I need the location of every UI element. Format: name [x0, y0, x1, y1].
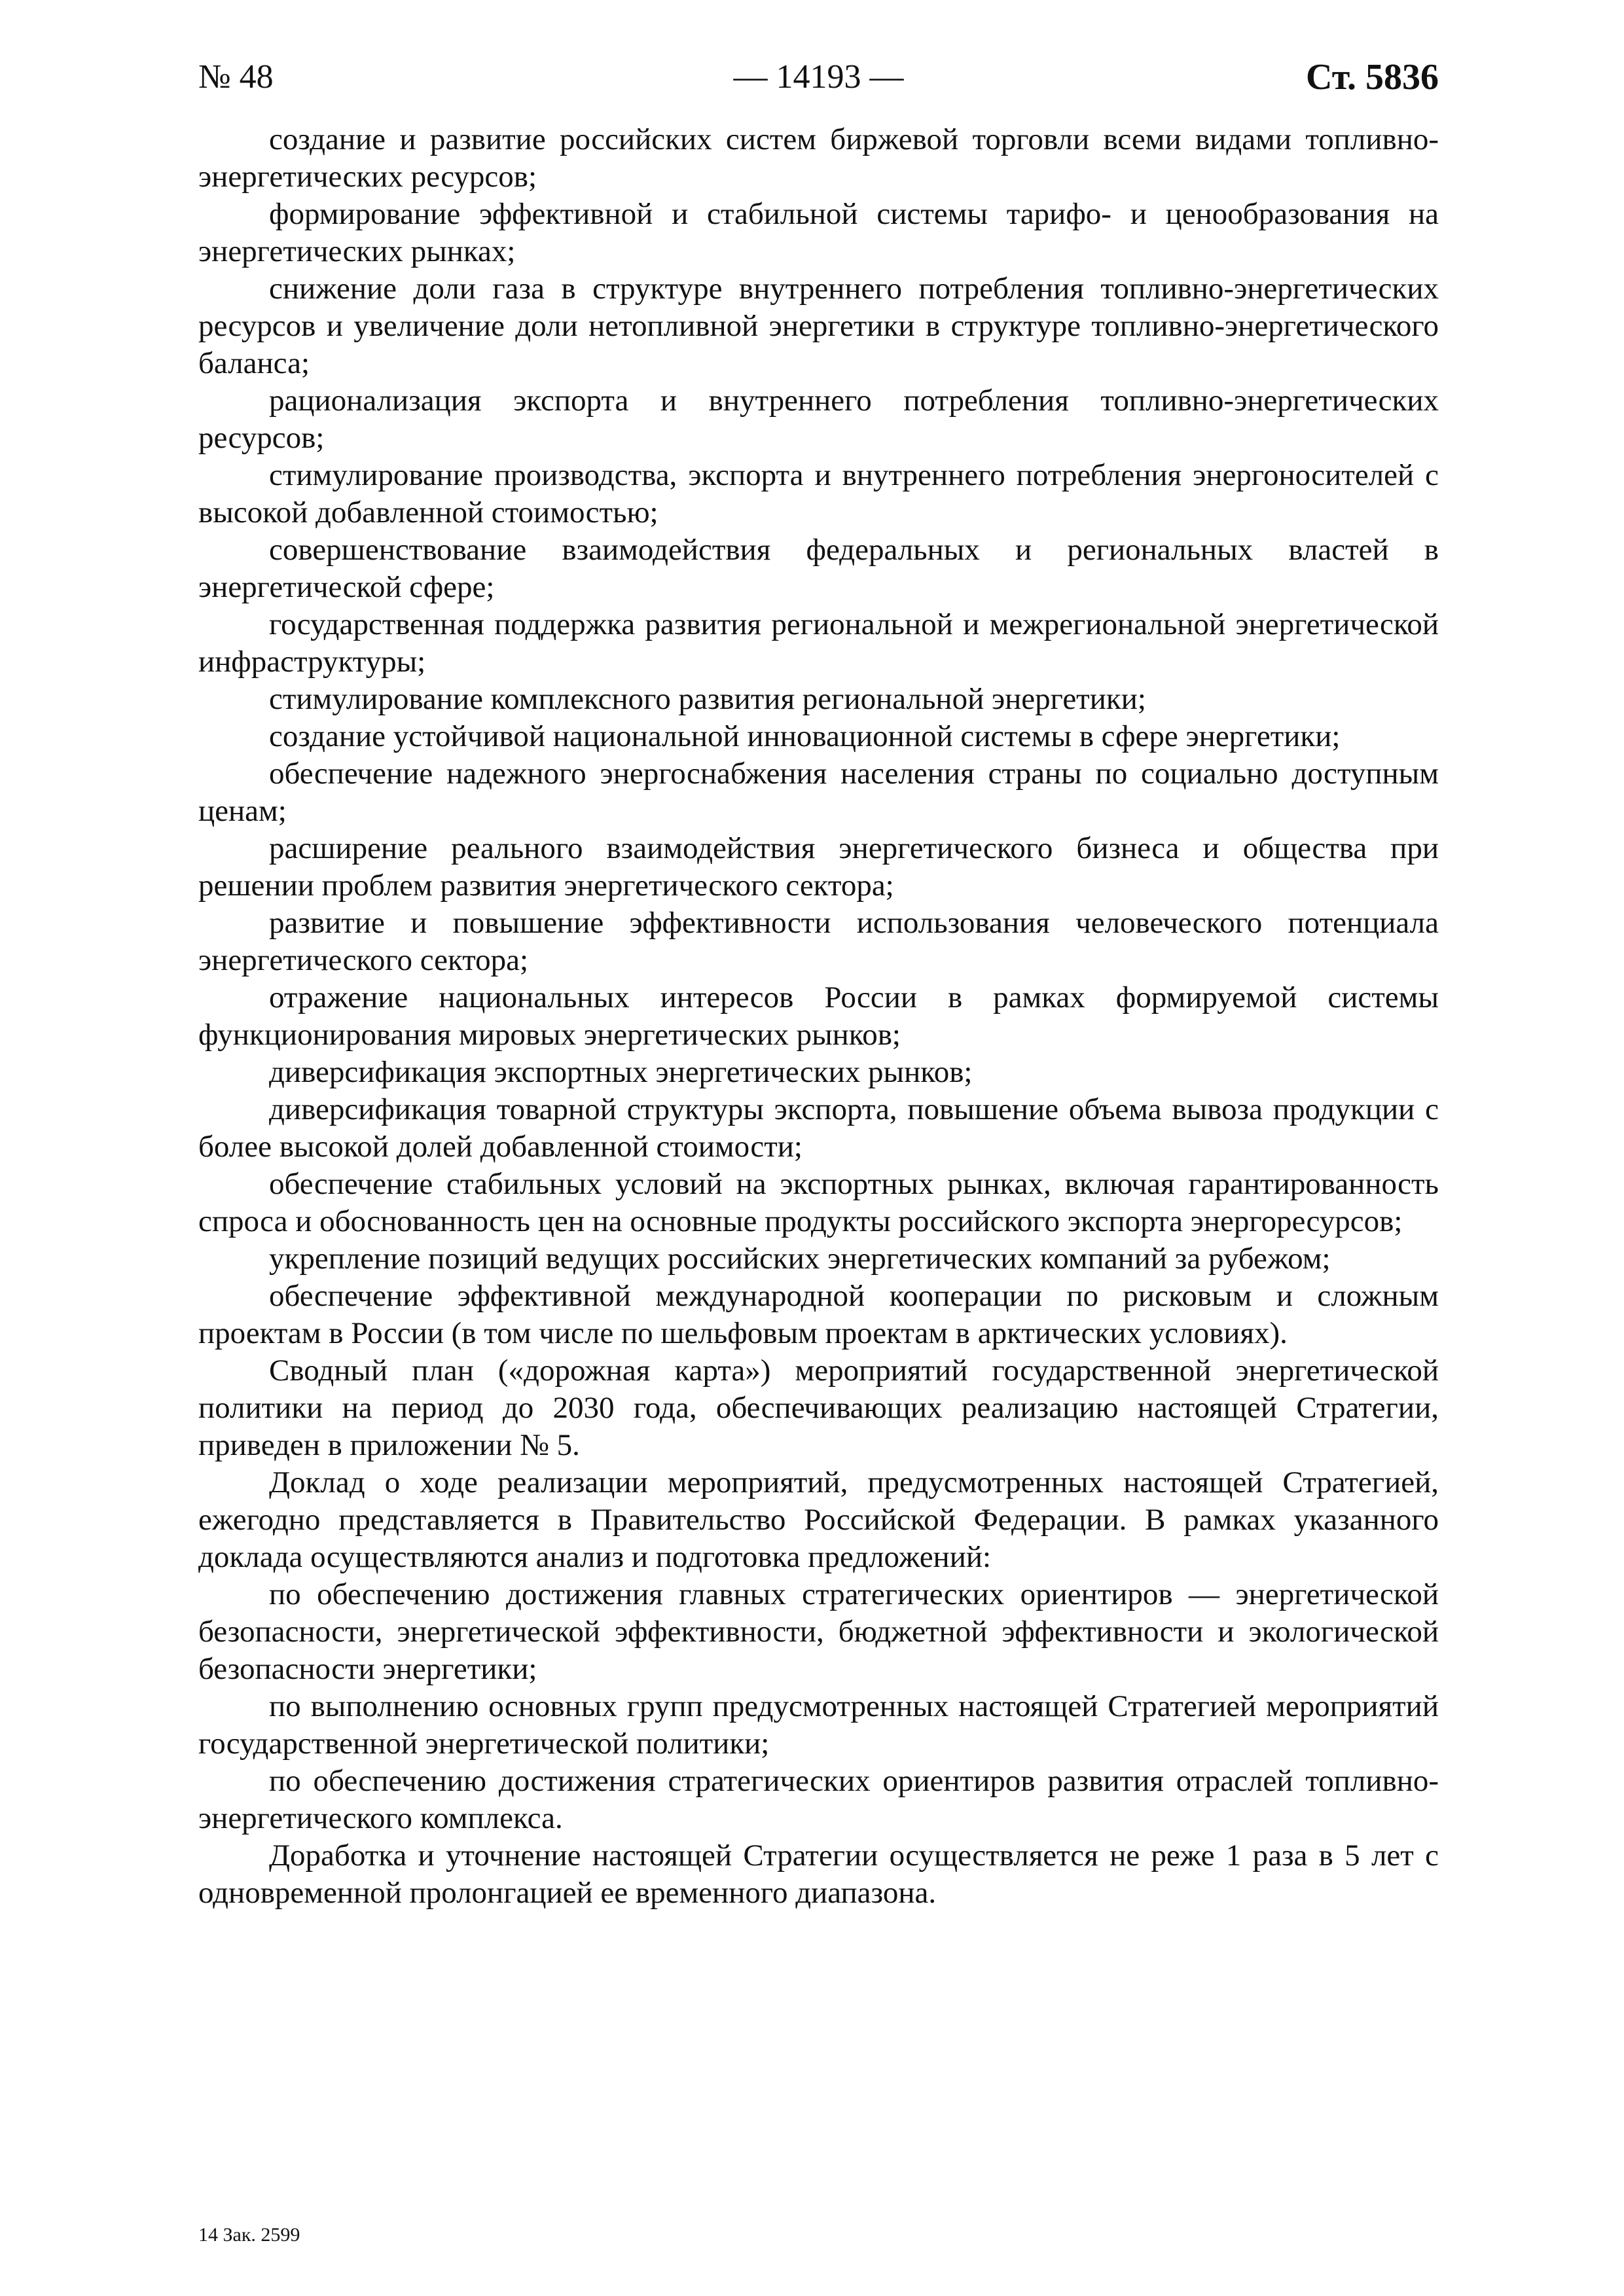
paragraph: диверсификация экспортных энергетических рынков; [269, 1055, 973, 1089]
print-order-note: 14 Зак. 2599 [198, 2224, 300, 2246]
paragraph: Доклад о ходе реализации мероприятий, предусмотренных настоящей Стратегией, ежегодно представляется в Правительство Российской Федерации. В рамках указанного доклада осуществляются анализ и подготовка предложений: [198, 1465, 1439, 1574]
paragraph: формирование эффективной и стабильной системы тарифо- и ценообразования на энергетических рынках; [198, 197, 1439, 268]
paragraph: обеспечение стабильных условий на экспортных рынках, включая гарантированность спроса и обоснованность цен на основные продукты российского экспорта энергоресурсов; [198, 1167, 1439, 1238]
paragraph: расширение реального взаимодействия энергетического бизнеса и общества при решении проблем развития энергетического сектора; [198, 831, 1439, 903]
paragraph: по обеспечению достижения стратегических ориентиров развития отраслей топливно-энергетического комплекса. [198, 1764, 1439, 1835]
document-body [198, 121, 1439, 1912]
paragraph: диверсификация товарной структуры экспорта, повышение объема вывоза продукции с более высокой долей добавленной стоимости; [198, 1092, 1439, 1164]
paragraph: стимулирование комплексного развития региональной энергетики; [269, 682, 1146, 716]
paragraph: укрепление позиций ведущих российских энергетических компаний за рубежом; [269, 1242, 1331, 1276]
paragraph: отражение национальных интересов России в рамках формируемой системы функционирования мировых энергетических рынков; [198, 980, 1439, 1052]
page-header [198, 51, 1439, 103]
paragraph: стимулирование производства, экспорта и внутреннего потребления энергоносителей с высокой добавленной стоимостью; [198, 458, 1439, 529]
paragraph: рационализация экспорта и внутреннего потребления топливно-энергетических ресурсов; [198, 384, 1439, 455]
paragraph: по выполнению основных групп предусмотренных настоящей Стратегией мероприятий государственной энергетической политики; [198, 1689, 1439, 1761]
paragraph: по обеспечению достижения главных стратегических ориентиров — энергетической безопасности, энергетической эффективности, бюджетной эффективности и экологической безопасности энергетики; [198, 1577, 1439, 1686]
paragraph: государственная поддержка развития региональной и межрегиональной энергетической инфраструктуры; [198, 607, 1439, 679]
article-number: Ст. 5836 [1306, 57, 1439, 98]
paragraph: снижение доли газа в структуре внутреннего потребления топливно-энергетических ресурсов и увеличение доли нетопливной энергетики в структуре топливно-энергетического баланса; [198, 272, 1439, 380]
paragraph: обеспечение эффективной международной кооперации по рисковым и сложным проектам в России (в том числе по шельфовым проектам в арктических условиях). [198, 1279, 1439, 1350]
paragraph: Доработка и уточнение настоящей Стратегии осуществляется не реже 1 раза в 5 лет с одновременной пролонгацией ее временного диапазона. [198, 1839, 1439, 1910]
paragraph: Сводный план («дорожная карта») мероприятий государственной энергетической политики на период до 2030 года, обеспечивающих реализацию настоящей Стратегии, приведен в приложении № 5. [198, 1354, 1439, 1462]
paragraph: развитие и повышение эффективности использования человеческого потенциала энергетического сектора; [198, 906, 1439, 977]
paragraph: совершенствование взаимодействия федеральных и региональных властей в энергетической сфере; [198, 533, 1439, 604]
page-number: — 14193 — [733, 58, 904, 96]
paragraph: создание устойчивой национальной инновационной системы в сфере энергетики; [269, 719, 1341, 753]
paragraph: создание и развитие российских систем биржевой торговли всеми видами топливно-энергетических ресурсов; [198, 122, 1439, 194]
paragraph: обеспечение надежного энергоснабжения населения страны по социально доступным ценам; [198, 757, 1439, 828]
issue-number: № 48 [198, 58, 274, 96]
